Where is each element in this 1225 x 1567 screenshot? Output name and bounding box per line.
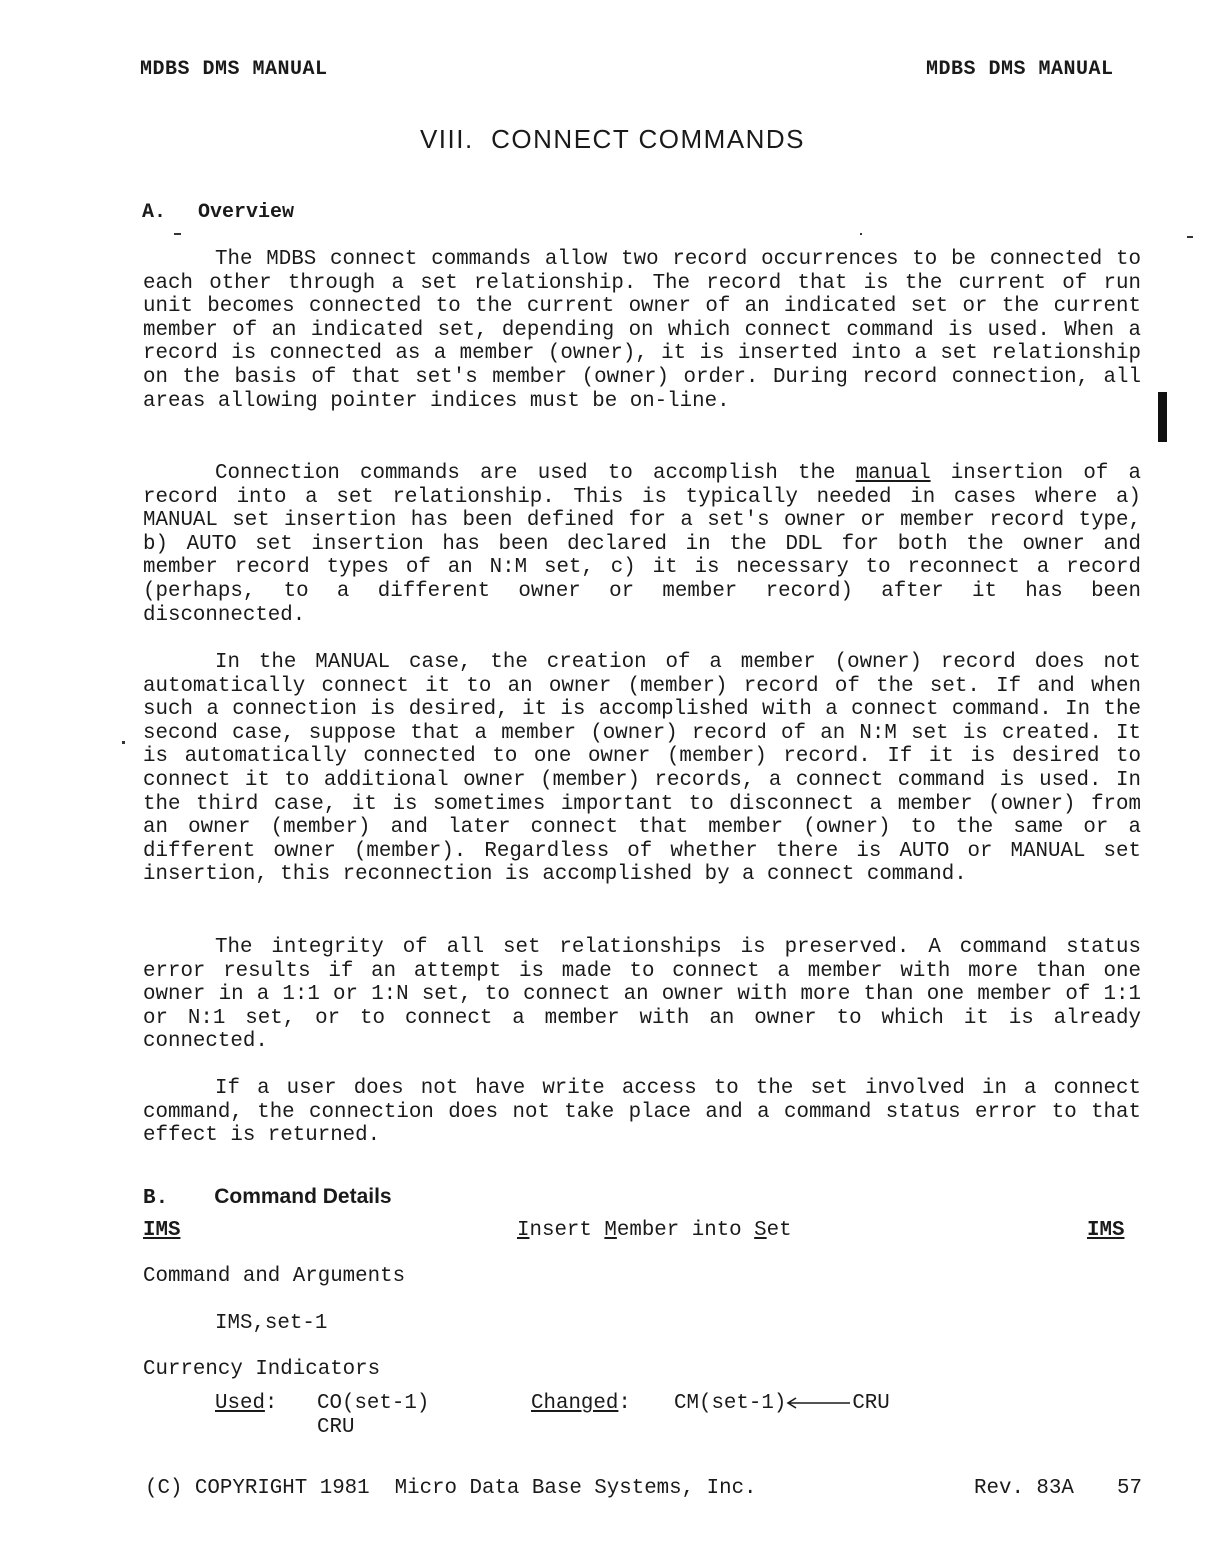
overview-paragraph-3 [143,651,1141,887]
used-value-cru: CRU [317,1416,355,1439]
changed-source: CRU [852,1392,890,1415]
overview-paragraph-4-text: The integrity of all set relationships is preserved. A command status error results if an attempt is made to connect a member with more than one owner in a 1:1 or 1:N set, to connect an owner with more than one member of 1:1 or N:1 set, or to connect a member with an owner to which it is already connected. [143,936,1141,1054]
running-header-left: MDBS DMS MANUAL [140,58,328,81]
command-name-part-3: et [766,1219,792,1242]
command-syntax: IMS,set-1 [215,1312,328,1335]
changed-target: CM(set-1) [674,1392,787,1415]
arguments-heading: Command and Arguments [143,1265,406,1288]
footer-copyright: (C) COPYRIGHT 1981 Micro Data Base Systems, Inc. [145,1477,757,1500]
left-arrow-icon [786,1396,852,1410]
footer-revision: Rev. 83A [974,1477,1074,1500]
overview-paragraph-3-text: In the MANUAL case, the creation of a member (owner) record does not automatically connect it to an owner (member) record of the set. If and when such a connection is desired, it is accomplished with a connect command. In the second case, suppose that a member (owner) record of an N:M set is created. It is automatically connected to one owner (member) record. If it is desired to connect it to additional owner (member) records, a connect command is used. In the third case, it is sometimes important to disconnect a member (owner) from an owner (member) and later connect that member (owner) to the same or a different owner (member). Regardless of whether there is AUTO or MANUAL set insertion, this reconnection is accomplished by a connect command. [143,651,1141,887]
command-full-name [517,1219,792,1242]
overview-paragraph-2-after: insertion of a record into a set relationship. This is typically needed in cases where a) MANUAL set insertion has been defined for a set's owner or member record type, b) AUTO set insertion has been declared in the DDL for both the owner and member record types of an N:M set, c) it is necessary to reconnect a record (perhaps, to a different owner or member record) after it has been disconnected. [143,462,1141,627]
used-label: Used: [215,1392,278,1415]
used-label-text: Used [215,1392,265,1415]
scan-speck [860,233,862,235]
overview-paragraph-1-text: The MDBS connect commands allow two record occurrences to be connected to each other through a set relationship. The record that is the current of run unit becomes connected to the current owner of an indicated set or the current member of an indicated set, depending on which connect command is used. When a record is connected as a member (owner), it is inserted into a set relationship on the basis of that set's member (owner) order. During record connection, all areas allowing pointer indices must be on-line. [143,248,1141,413]
used-value-owner: CO(set-1) [317,1392,430,1415]
command-name-letter-i: I [517,1219,530,1242]
overview-paragraph-5-text: If a user does not have write access to the set involved in a connect command, the connection does not take place and a command status error to that effect is returned. [143,1077,1141,1148]
section-b-title: Command Details [214,1185,392,1208]
manual-emphasis: manual [855,462,931,485]
command-name-part-2: ember into [616,1219,755,1242]
overview-paragraph-2-before: Connection commands are used to accomplish the [215,462,856,485]
overview-paragraph-2 [143,462,1141,627]
section-a-label: A. [142,201,167,224]
changed-mapping [674,1392,890,1415]
command-name-letter-s: S [754,1219,767,1242]
command-code-right: IMS [1087,1219,1125,1242]
scan-speck [174,233,181,235]
revision-change-bar [1158,392,1167,442]
overview-paragraph-4 [143,936,1141,1054]
section-b-label: B. [143,1187,169,1210]
scan-speck [122,741,125,744]
running-header-right: MDBS DMS MANUAL [926,58,1114,81]
overview-paragraph-5 [143,1077,1141,1148]
section-a-heading [142,201,294,224]
currency-heading: Currency Indicators [143,1358,381,1381]
changed-label: Changed: [531,1392,631,1415]
footer-page-number: 57 [1117,1477,1142,1500]
command-code-left: IMS [143,1219,181,1242]
changed-label-text: Changed [531,1392,619,1415]
overview-paragraph-1 [143,248,1141,413]
scan-speck [1187,236,1193,238]
section-a-title: Overview [198,201,295,224]
section-b-heading [143,1185,392,1210]
chapter-title: VIII. CONNECT COMMANDS [419,124,806,154]
command-name-letter-m: M [604,1219,617,1242]
command-name-part-1: nsert [529,1219,605,1242]
